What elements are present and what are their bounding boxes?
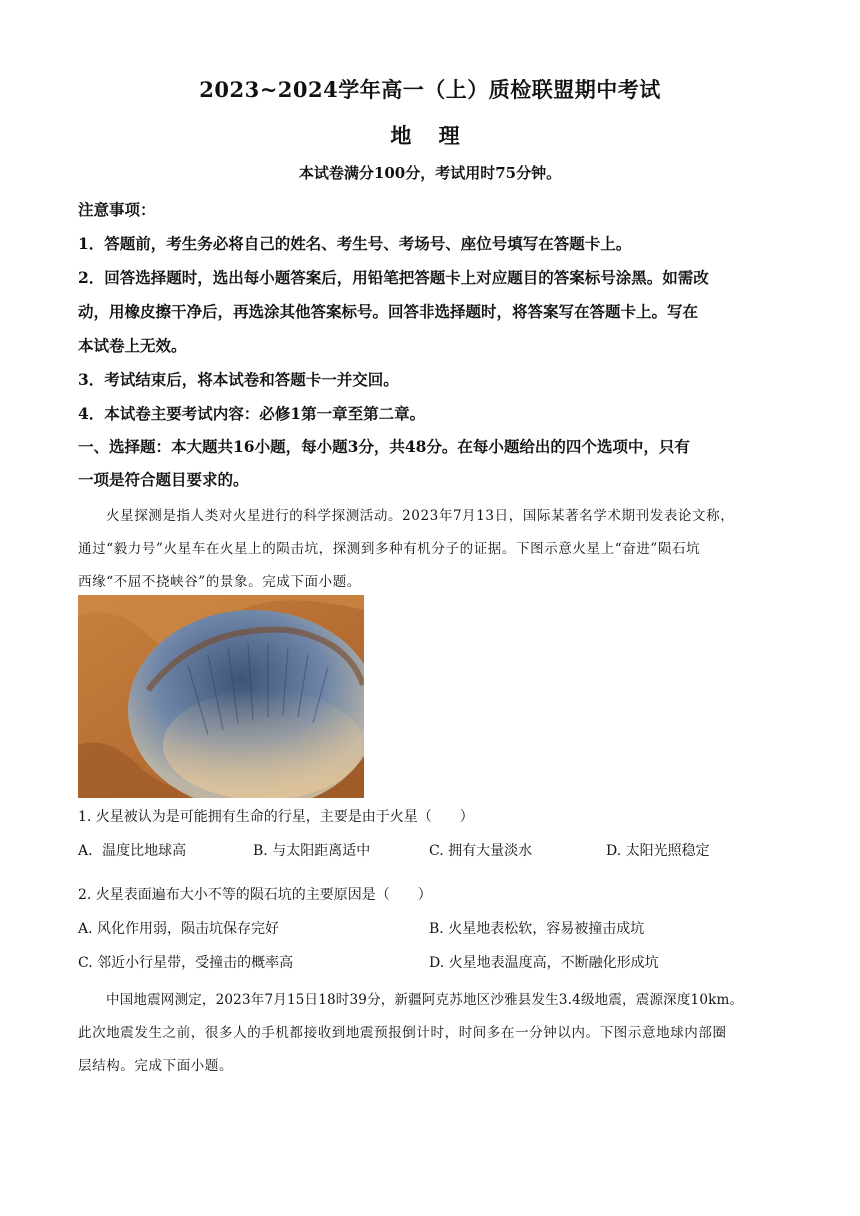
mars-crater-photo [78, 595, 364, 798]
exam-title: 2023~2024学年高一（上）质检联盟期中考试 [199, 77, 661, 102]
q2-option-c: C. 邻近小行星带，受撞击的概率高 [78, 955, 294, 971]
subject-title: 地 理 [390, 123, 470, 148]
q1-option-b: B. 与太阳距离适中 [253, 843, 371, 859]
note-item: 动，用橡皮擦干净后，再选涂其他答案标号。回答非选择题时，将答案写在答题卡上。写在 [78, 302, 699, 321]
question-2-stem: 2. 火星表面遍布大小不等的陨石坑的主要原因是（ ） [78, 887, 432, 903]
passage-line: 火星探测是指人类对火星进行的科学探测活动。2023年7月13日，国际某著名学术期刊发表论文称， [106, 508, 735, 524]
q1-option-c: C. 拥有大量淡水 [429, 843, 533, 859]
passage-line: 西缘“不屈不挠峡谷”的景象。完成下面小题。 [78, 574, 361, 590]
q2-option-b: B. 火星地表松软，容易被撞击成坑 [429, 921, 645, 937]
note-item: 4．本试卷主要考试内容：必修1第一章至第二章。 [78, 404, 426, 423]
passage-line: 层结构。完成下面小题。 [78, 1058, 234, 1074]
q1-option-d: D. 太阳光照稳定 [606, 843, 710, 859]
section-heading: 一、选择题：本大题共16小题，每小题3分，共48分。在每小题给出的四个选项中，只有 [78, 437, 690, 456]
note-item: 本试卷上无效。 [78, 336, 187, 355]
note-item: 1．答题前，考生务必将自己的姓名、考生号、考场号、座位号填写在答题卡上。 [78, 234, 632, 253]
q1-option-a: A．温度比地球高 [78, 843, 187, 859]
note-item: 2．回答选择题时，选出每小题答案后，用铅笔把答题卡上对应题目的答案标号涂黑。如需改 [78, 268, 709, 287]
question-1-stem: 1. 火星被认为是可能拥有生命的行星，主要是由于火星（ ） [78, 809, 474, 825]
q2-option-a: A. 风化作用弱，陨击坑保存完好 [78, 921, 280, 937]
q2-option-d: D. 火星地表温度高，不断融化形成坑 [429, 955, 659, 971]
passage-line: 中国地震网测定，2023年7月15日18时39分，新疆阿克苏地区沙雅县发生3.4级地震，震源深度10km。 [106, 992, 744, 1008]
passage-line: 通过“毅力号”火星车在火星上的陨击坑，探测到多种有机分子的证据。下图示意火星上“奋进”陨石坑 [78, 541, 701, 557]
score-time-note: 本试卷满分100分，考试用时75分钟。 [298, 164, 562, 182]
passage-line: 此次地震发生之前，很多人的手机都接收到地震预报倒计时，时间多在一分钟以内。下图示意地球内部圈 [78, 1025, 727, 1041]
section-heading-cont: 一项是符合题目要求的。 [78, 470, 249, 489]
note-item: 3．考试结束后，将本试卷和答题卡一并交回。 [78, 370, 399, 389]
notes-heading: 注意事项： [78, 200, 156, 219]
